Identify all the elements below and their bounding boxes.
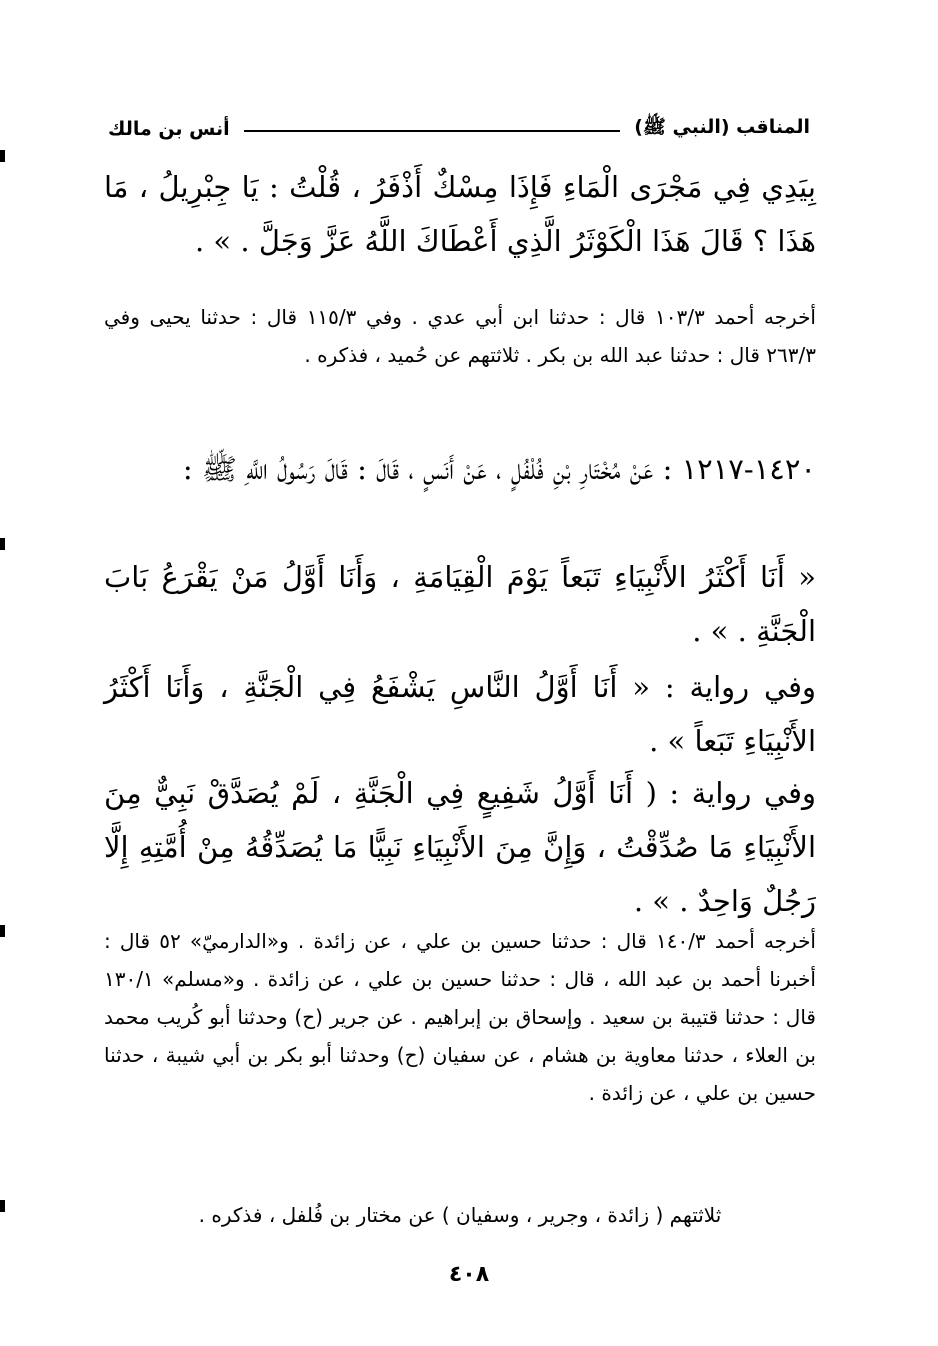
- takhrij-note-2: [104, 922, 816, 1112]
- hadith-continuation: [104, 160, 816, 268]
- riwaya-1: [104, 660, 816, 768]
- hadith-matn: [104, 550, 816, 658]
- margin-mark: [0, 150, 5, 162]
- riwaya-2: [104, 766, 816, 928]
- hadith-matn-text: « أَنَا أَكْثَرُ الأَنْبِيَاءِ تَبَعاً يَوْمَ الْقِيَامَةِ ، وَأَنَا أَوَّلُ مَنْ يَقْرَعُ بَابَ الْجَنَّةِ . » .: [104, 560, 816, 648]
- hadith-isnad: ١٤٢٠-١٢١٧ : عَنْ مُخْتَارِ بْنِ فُلْفُلٍ ، عَنْ أَنَسٍ ، قَالَ : قَالَ رَسُولُ اللَّهِ ﷺ :: [182, 452, 816, 486]
- margin-mark: [0, 538, 5, 550]
- takhrij-text: أخرجه أحمد ١٤٠/٣ قال : حدثنا حسين بن علي ، عن زائدة . و«الدارميّ» ٥٢ قال : أخبرنا أحمد بن عبد الله ، قال : حدثنا حسين بن علي ، عن زائدة . و«مسلم» ١٣٠/١ قال : حدثنا قتيبة بن سعيد . وإسحاق بن إبراهيم . عن جرير (ح) وحدثنا أبو كُريب محمد بن العلاء ، حدثنا معاوية بن هشام ، عن سفيان (ح) وحدثنا أبو بكر بن أبي شيبة ، حدثنا حسين بن علي ، عن زائدة .: [104, 929, 816, 1105]
- hadith-text: بِيَدِي فِي مَجْرَى الْمَاءِ فَإِذَا مِسْكٌ أَذْفَرُ ، قُلْتُ : يَا جِبْرِيلُ ، مَا هَذَا ؟ قَالَ هَذَا الْكَوْثَرُ الَّذِي أَعْطَاكَ اللَّهُ عَزَّ وَجَلَّ . » .: [104, 170, 816, 258]
- header-rule: [244, 130, 621, 132]
- riwaya-text: وفي رواية : « أَنَا أَوَّلُ النَّاسِ يَشْفَعُ فِي الْجَنَّةِ ، وَأَنَا أَكْثَرُ الأَنْبِيَاءِ تَبَعاً » .: [104, 670, 816, 758]
- margin-mark: [0, 925, 5, 937]
- riwaya-text: وفي رواية : ( أَنَا أَوَّلُ شَفِيعٍ فِي الْجَنَّةِ ، لَمْ يُصَدَّقْ نَبِيٌّ مِنَ الأَنْبِيَاءِ مَا صُدِّقْتُ ، وَإِنَّ مِنَ الأَنْبِيَاءِ نَبِيًّا مَا يُصَدِّقُهُ مِنْ أُمَّتِهِ إِلَّا رَجُلٌ وَاحِدٌ . » .: [104, 776, 816, 918]
- header-chapter-title: أنس بن مالك: [108, 118, 230, 140]
- takhrij-summary-text: ثلاثتهم ( زائدة ، وجرير ، وسفيان ) عن مختار بن فُلفل ، فذكره .: [198, 1203, 722, 1227]
- takhrij-text: أخرجه أحمد ١٠٣/٣ قال : حدثنا ابن أبي عدي . وفي ١١٥/٣ قال : حدثنا يحيى وفي ٢٦٣/٣ قال : حدثنا عبد الله بن بكر . ثلاثتهم عن حُميد ، فذكره .: [104, 305, 816, 367]
- page-number: ٤٠٨: [448, 1262, 490, 1287]
- hadith-heading: [104, 442, 816, 496]
- running-header: [108, 112, 810, 146]
- margin-mark: [0, 1200, 5, 1212]
- header-section-title: المناقب (النبي ﷺ): [634, 116, 810, 138]
- takhrij-summary: [104, 1196, 816, 1234]
- takhrij-note-1: [104, 298, 816, 374]
